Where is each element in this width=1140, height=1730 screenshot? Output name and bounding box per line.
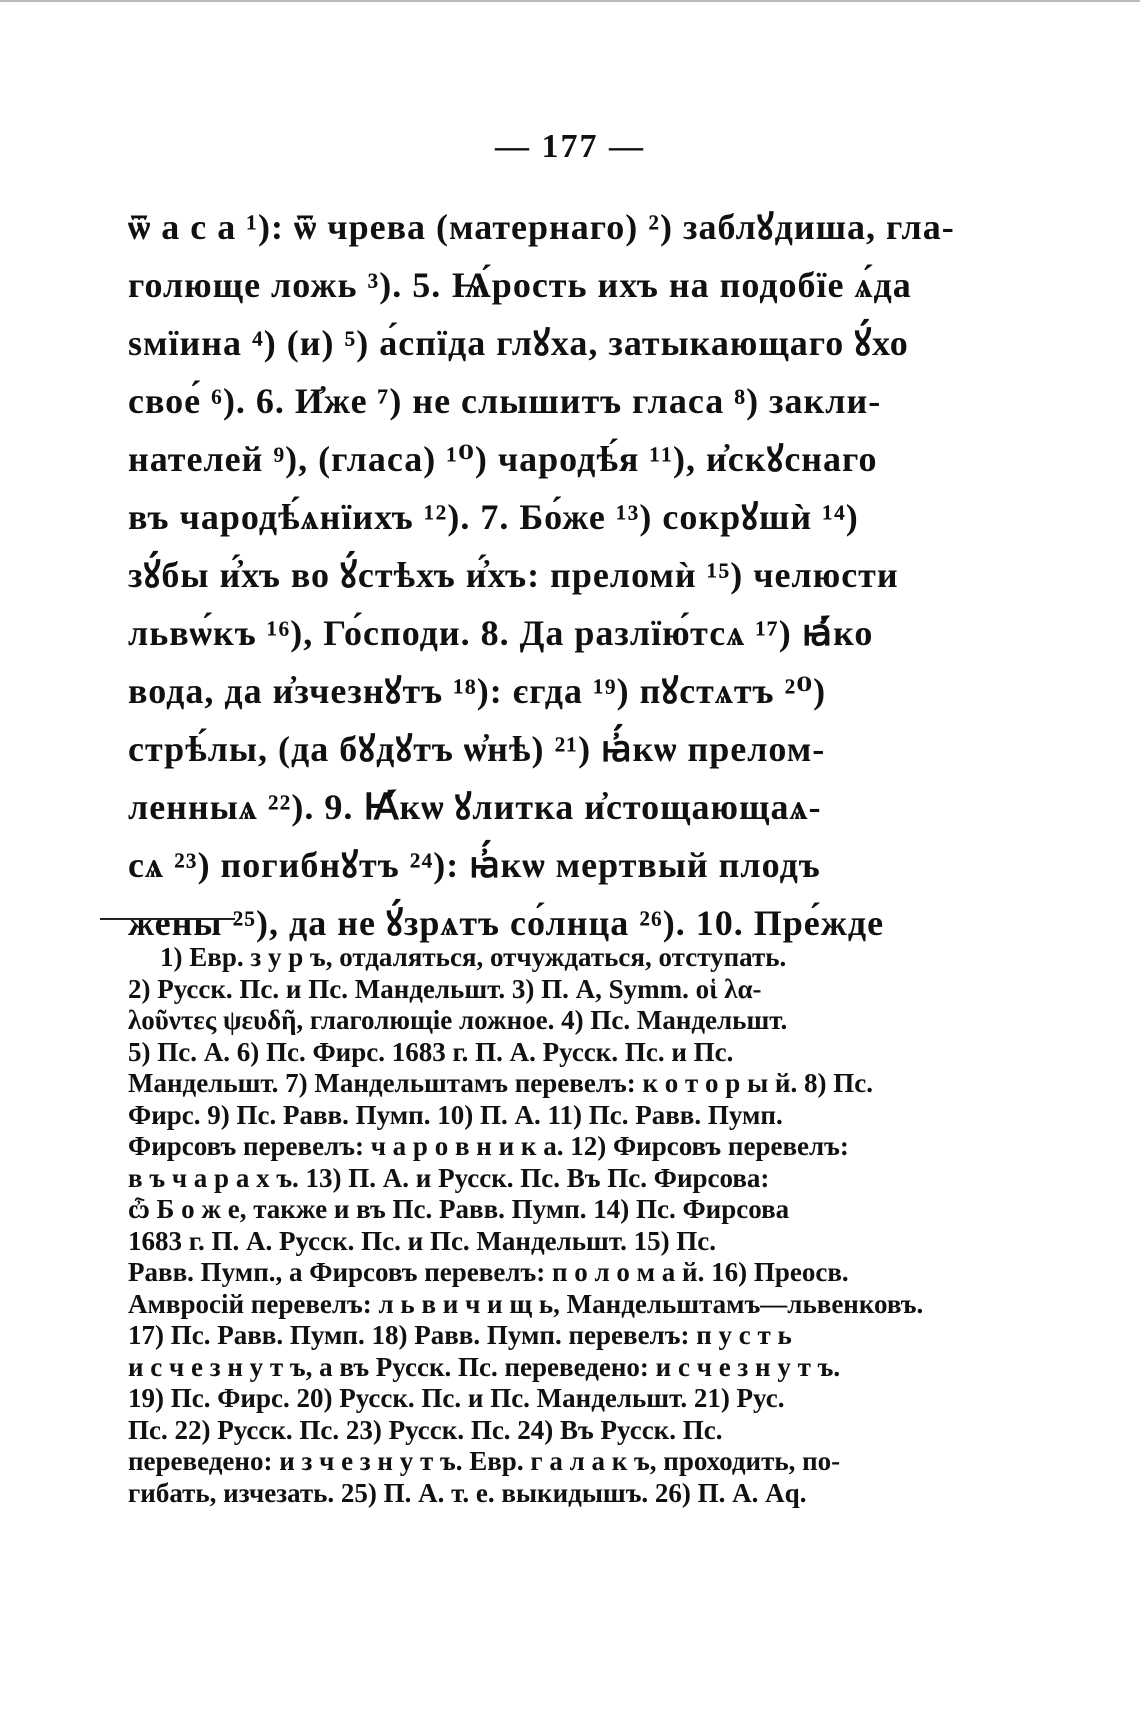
footnote-line: 2) Русск. Пс. и Пс. Мандельшт. 3) П. А, Symm. οἱ λα- — [128, 973, 762, 1004]
footnote-line: 5) Пс. А. 6) Пс. Фирс. 1683 г. П. А. Русск. Пс. и Пс. — [128, 1036, 734, 1067]
footnote-line: ѽ Б о ж е, также и въ Пс. Равв. Пумп. 14) Пс. Фирсова — [128, 1194, 790, 1224]
footnote-line: 17) Пс. Равв. Пумп. 18) Равв. Пумп. перевелъ: п у с т ь — [128, 1320, 792, 1350]
footnote-line: Фирс. 9) Пс. Равв. Пумп. 10) П. А. 11) Пс. Равв. Пумп. — [128, 1099, 783, 1130]
footnote-line: λοῦντες ψευδῆ, глаголющіе ложное. 4) Пс. Мандельшт. — [128, 1005, 788, 1035]
slavonic-line: нателей ⁹), (гласа) ¹⁰) чародѣ́я ¹¹), и҆скꙋснаго — [128, 439, 878, 479]
slavonic-line: зꙋ́бы и҆́хъ во ꙋ́стѣхъ и҆́хъ: преломѝ ¹⁵) челюсти — [128, 555, 899, 595]
slavonic-line: стрѣ́лы, (да бꙋдꙋтъ ѡ҆нѣ) ²¹) ꙗ҆́кѡ прелом- — [128, 729, 826, 769]
footnote-line: гибать, изчезать. 25) П. А. т. е. выкидышъ. 26) П. А. Aq. — [128, 1477, 807, 1508]
footnote-line: переведено: и з ч е з н у т ъ. Евр. г а л а к ъ, проходить, по- — [128, 1446, 841, 1476]
footnote-line: Фирсовъ перевелъ: ч а р о в н и к а. 12) Фирсовъ перевелъ: — [128, 1131, 849, 1161]
page-number: — 177 — — [495, 128, 645, 165]
slavonic-line: сѧ ²³) погибнꙋтъ ²⁴): ꙗ҆́кѡ мертвый плодъ — [128, 845, 821, 885]
slavonic-line: жены ²⁵), да не ꙋ́зрѧтъ со́лнца ²⁶). 10. Пре́жде — [128, 903, 885, 943]
slavonic-line: ѿ а с а ¹): ѿ чрева (матернаго) ²) заблꙋдиша, гла- — [128, 207, 955, 247]
slavonic-line: вода, да и҆зчезнꙋтъ ¹⁸): єгда ¹⁹) пꙋстѧтъ ²⁰) — [128, 671, 827, 711]
footnote-divider — [100, 918, 235, 920]
footnote-line: Мандельшт. 7) Мандельштамъ перевелъ: к о т о р ы й. 8) Пс. — [128, 1068, 873, 1098]
footnote-line: и с ч е з н у т ъ, а въ Русск. Пс. переведено: и с ч е з н у т ъ. — [128, 1351, 841, 1382]
footnote-line: 1) Евр. з у р ъ, отдаляться, отчуждаться, отступать. — [160, 942, 787, 972]
slavonic-text-block — [128, 198, 968, 952]
slavonic-line: свое́ ⁶). 6. И҆же ⁷) не слышитъ гласа ⁸) закли- — [128, 381, 882, 421]
footnote-line: 1683 г. П. А. Русск. Пс. и Пс. Мандельшт. 15) Пс. — [128, 1225, 717, 1256]
slavonic-line: львѡ́къ ¹⁶), Го́споди. 8. Да разлїю́тсѧ ¹⁷) ꙗ҆́ко — [128, 613, 874, 653]
footnote-line: Амвросій перевелъ: л ь в и ч и щ ь, Мандельштамъ—львенковъ. — [128, 1288, 924, 1319]
footnote-line: 19) Пс. Фирс. 20) Русск. Пс. и Пс. Мандельшт. 21) Рус. — [128, 1383, 785, 1413]
slavonic-line: голюще ложь ³). 5. Ѩ́рость ихъ на подобїе ѧ́да — [128, 265, 912, 305]
footnote-line: в ъ ч а р а х ъ. 13) П. А. и Русск. Пс. Въ Пс. Фирсова: — [128, 1162, 770, 1193]
slavonic-line: ленныѧ ²²). 9. Ꙗ҆́кѡ ꙋлитка и҆стощающаѧ- — [128, 787, 822, 827]
footnote-line: Равв. Пумп., а Фирсовъ перевелъ: п о л о м а й. 16) Преосв. — [128, 1257, 849, 1287]
footnote-line: Пс. 22) Русск. Пс. 23) Русск. Пс. 24) Въ Русск. Пс. — [128, 1414, 723, 1445]
footnotes-block — [128, 942, 968, 1509]
slavonic-line: въ чародѣ́ѧнїихъ ¹²). 7. Бо́же ¹³) сокрꙋшѝ ¹⁴) — [128, 497, 859, 537]
slavonic-line: ѕмїина ⁴) (и) ⁵) а́спїда глꙋха, затыкающаго ꙋ́хо — [128, 323, 909, 363]
page-top-edge — [0, 0, 1140, 10]
